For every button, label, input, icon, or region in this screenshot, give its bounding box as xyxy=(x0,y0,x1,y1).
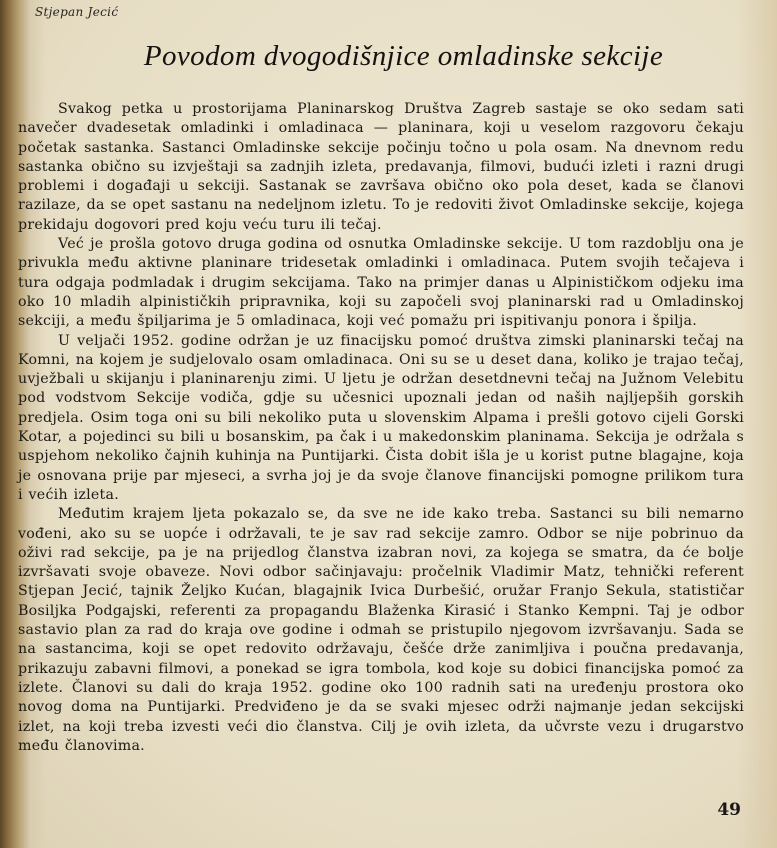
article-body xyxy=(18,100,744,756)
paragraph-2: Već je prošla gotovo druga godina od osnutka Omladinske sekcije. U tom razdoblju ona je privukla među aktivne planinare tridesetak omladinki i omladinaca. Putem svojih tečajeva i tura odgaja podmladak i drugim sekcijama. Tako na primjer danas u Alpinističkom odjeku ima oko 10 mladih alpinističkih pripravnika, koji su započeli svoj planinarski rad u Omladinskoj sekciji, a među špiljarima je 5 omladinaca, koji već pomažu pri ispitivanju ponora i špilja. xyxy=(18,236,744,330)
paragraph-3: U veljači 1952. godine održan je uz finacijsku pomoć društva zimski planinarski tečaj na Komni, na kojem je sudjelovalo osam omladinaca. Oni su se u deset dana, koliko je trajao tečaj, uvježbali u skijanju i planinarenju zimi. U ljetu je održan desetdnevni tečaj na Južnom Velebitu pod vodstvom Sekcije vodiča, gdje su učesnici upoznali jedan od naših najljepših gorskih predjela. Osim toga oni su bili nekoliko puta u slovenskim Alpama i prešli gotovo cijeli Gorski Kotar, a pojedinci su bili u bosanskim, pa čak i u makedonskim planinama. Sekcija je održala s uspjehom nekoliko čajnih kuhinja na Puntijarki. Čista dobit išla je u korist putne blagajne, koja je osnovana prije par mjeseci, a svrha joj je da svoje članove financijski pomogne prilikom tura i većih izleta. xyxy=(18,332,744,503)
author-name: Stjepan Jecić xyxy=(35,5,119,19)
paragraph-4: Međutim krajem ljeta pokazalo se, da sve ne ide kako treba. Sastanci su bili nemarno vođeni, ako su se uopće i održavali, te je sav rad sekcije zamro. Odbor se nije pobrinuo da oživi rad sekcije, pa je na prijedlog članstva izabran novi, za kojega se smatra, da će bolje izvršavati svoje obaveze. Novi odbor sačinjavaju: pročelnik Vladimir Matz, tehnički referent Stjepan Jecić, tajnik Željko Kućan, blagajnik Ivica Durbešić, oružar Franjo Sekula, statističar Bosiljka Podgajski, referenti za propagandu Blaženka Kirasić i Stanko Kempni. Taj je odbor sastavio plan za rad do kraja ove godine i odmah se pristupilo njegovom izvršavanju. Sada se na sastancima, koji se opet redovito održavaju, češće drže zanimljiva i poučna predavanja, prikazuju zabavni filmovi, a ponekad se igra tombola, kod koje su dobici financijska pomoć za izlete. Članovi su dali do kraja 1952. godine oko 100 radnih sati na uređenju prostora oko novog doma na Puntijarki. Predviđeno je da se svaki mjesec održi najmanje jedan sekcijski izlet, na koji treba izvesti veći dio članstva. Cilj je ovih izleta, da učvrste vezu i drugarstvo među članovima. xyxy=(18,506,744,754)
page-number: 49 xyxy=(717,800,741,820)
paragraph-1: Svakog petka u prostorijama Planinarskog Društva Zagreb sastaje se oko sedam sati navečer dvadesetak omladinki i omladinaca — planinara, koji u veselom razgovoru čekaju početak sastanka. Sastanci Omladinske sekcije počinju točno u pola osam. Na dnevnom redu sastanka obično su izvještaji sa zadnjih izleta, predavanja, filmovi, budući izleti i razni drugi problemi i događaji u sekciji. Sastanak se završava obično oko pola deset, kada se članovi razilaze, da se opet sastanu na nedeljnom izletu. To je redoviti život Omladinske sekcije, kojega prekidaju dogovori pred koju veću turu ili tečaj. xyxy=(18,101,744,233)
article-title: Povodom dvogodišnjice omladinske sekcije xyxy=(143,40,664,72)
